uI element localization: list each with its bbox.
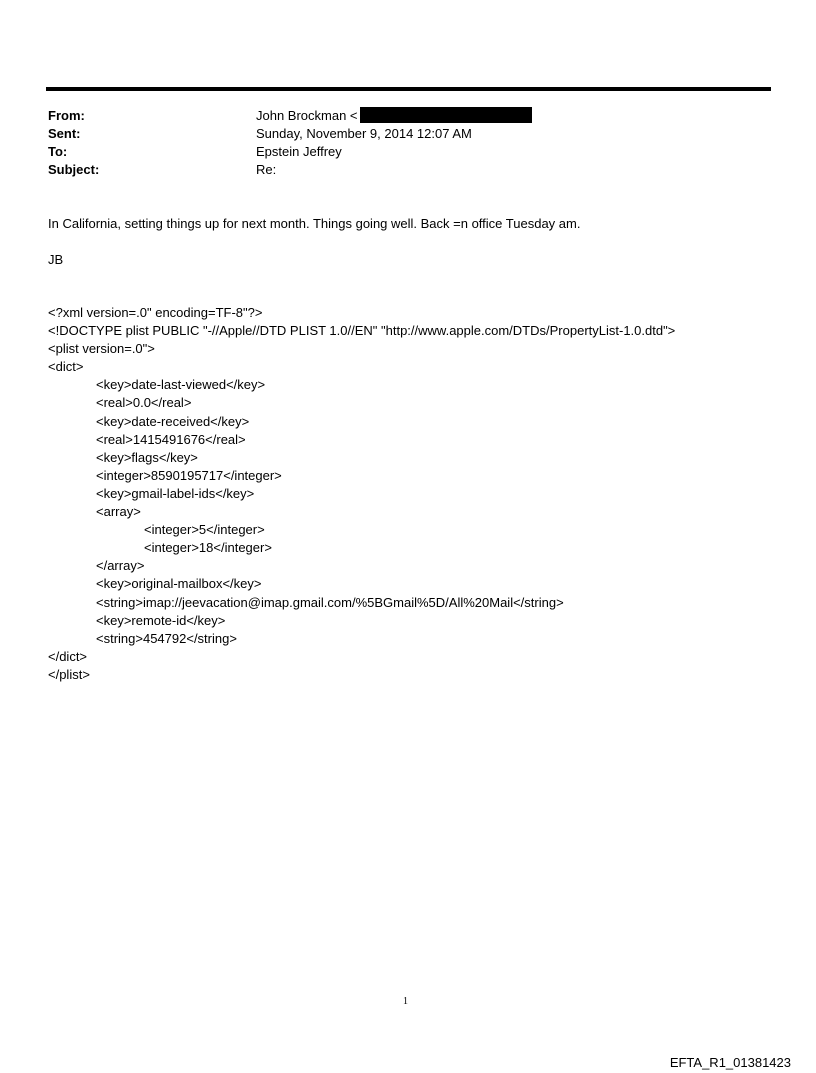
plist-line: <!DOCTYPE plist PUBLIC "-//Apple//DTD PLIST 1.0//EN" "http://www.apple.com/DTDs/PropertyList-1.0.dtd">	[48, 323, 676, 339]
plist-line: <key>gmail-label-ids</key>	[96, 485, 255, 501]
plist-line: </plist>	[48, 666, 90, 682]
sent-label: Sent:	[48, 126, 81, 141]
plist-line: <key>remote-id</key>	[96, 612, 226, 628]
redaction-block	[360, 107, 532, 123]
plist-line: <plist version=.0">	[48, 341, 155, 357]
plist-line: </dict>	[48, 648, 88, 664]
plist-line: <key>date-received</key>	[96, 413, 250, 429]
plist-line: <string>454792</string>	[96, 630, 237, 646]
plist-line: <real>0.0</real>	[96, 395, 192, 411]
from-name: John Brockman <	[256, 108, 358, 123]
sent-value: Sunday, November 9, 2014 12:07 AM	[256, 126, 472, 141]
plist-line: <key>flags</key>	[96, 449, 198, 465]
plist-line: <integer>5</integer>	[144, 522, 265, 538]
plist-line: <key>date-last-viewed</key>	[96, 377, 266, 393]
plist-line: <integer>18</integer>	[144, 540, 272, 556]
page-number: 1	[403, 996, 408, 1007]
plist-line: <key>original-mailbox</key>	[96, 576, 262, 592]
plist-line: <real>1415491676</real>	[96, 431, 246, 447]
signature: JB	[48, 252, 64, 267]
plist-line: <string>imap://jeevacation@imap.gmail.com/%5BGmail%5D/All%20Mail</string>	[96, 594, 564, 610]
to-label: To:	[48, 144, 68, 159]
bates-number: EFTA_R1_01381423	[669, 1055, 791, 1070]
subject-label: Subject:	[48, 162, 100, 177]
plist-line: <dict>	[48, 359, 84, 375]
plist-line: </array>	[96, 558, 145, 574]
body-text: In California, setting things up for next month. Things going well. Back =n office Tuesday am.	[48, 216, 581, 231]
plist-block	[48, 304, 675, 684]
subject-value: Re:	[256, 162, 277, 177]
plist-line: <array>	[96, 504, 141, 520]
from-label: From:	[48, 108, 85, 123]
to-value: Epstein Jeffrey	[256, 144, 342, 159]
header-rule	[46, 87, 771, 91]
plist-line: <?xml version=.0" encoding=TF-8"?>	[48, 305, 263, 320]
plist-line: <integer>8590195717</integer>	[96, 467, 282, 483]
from-value	[256, 107, 532, 125]
